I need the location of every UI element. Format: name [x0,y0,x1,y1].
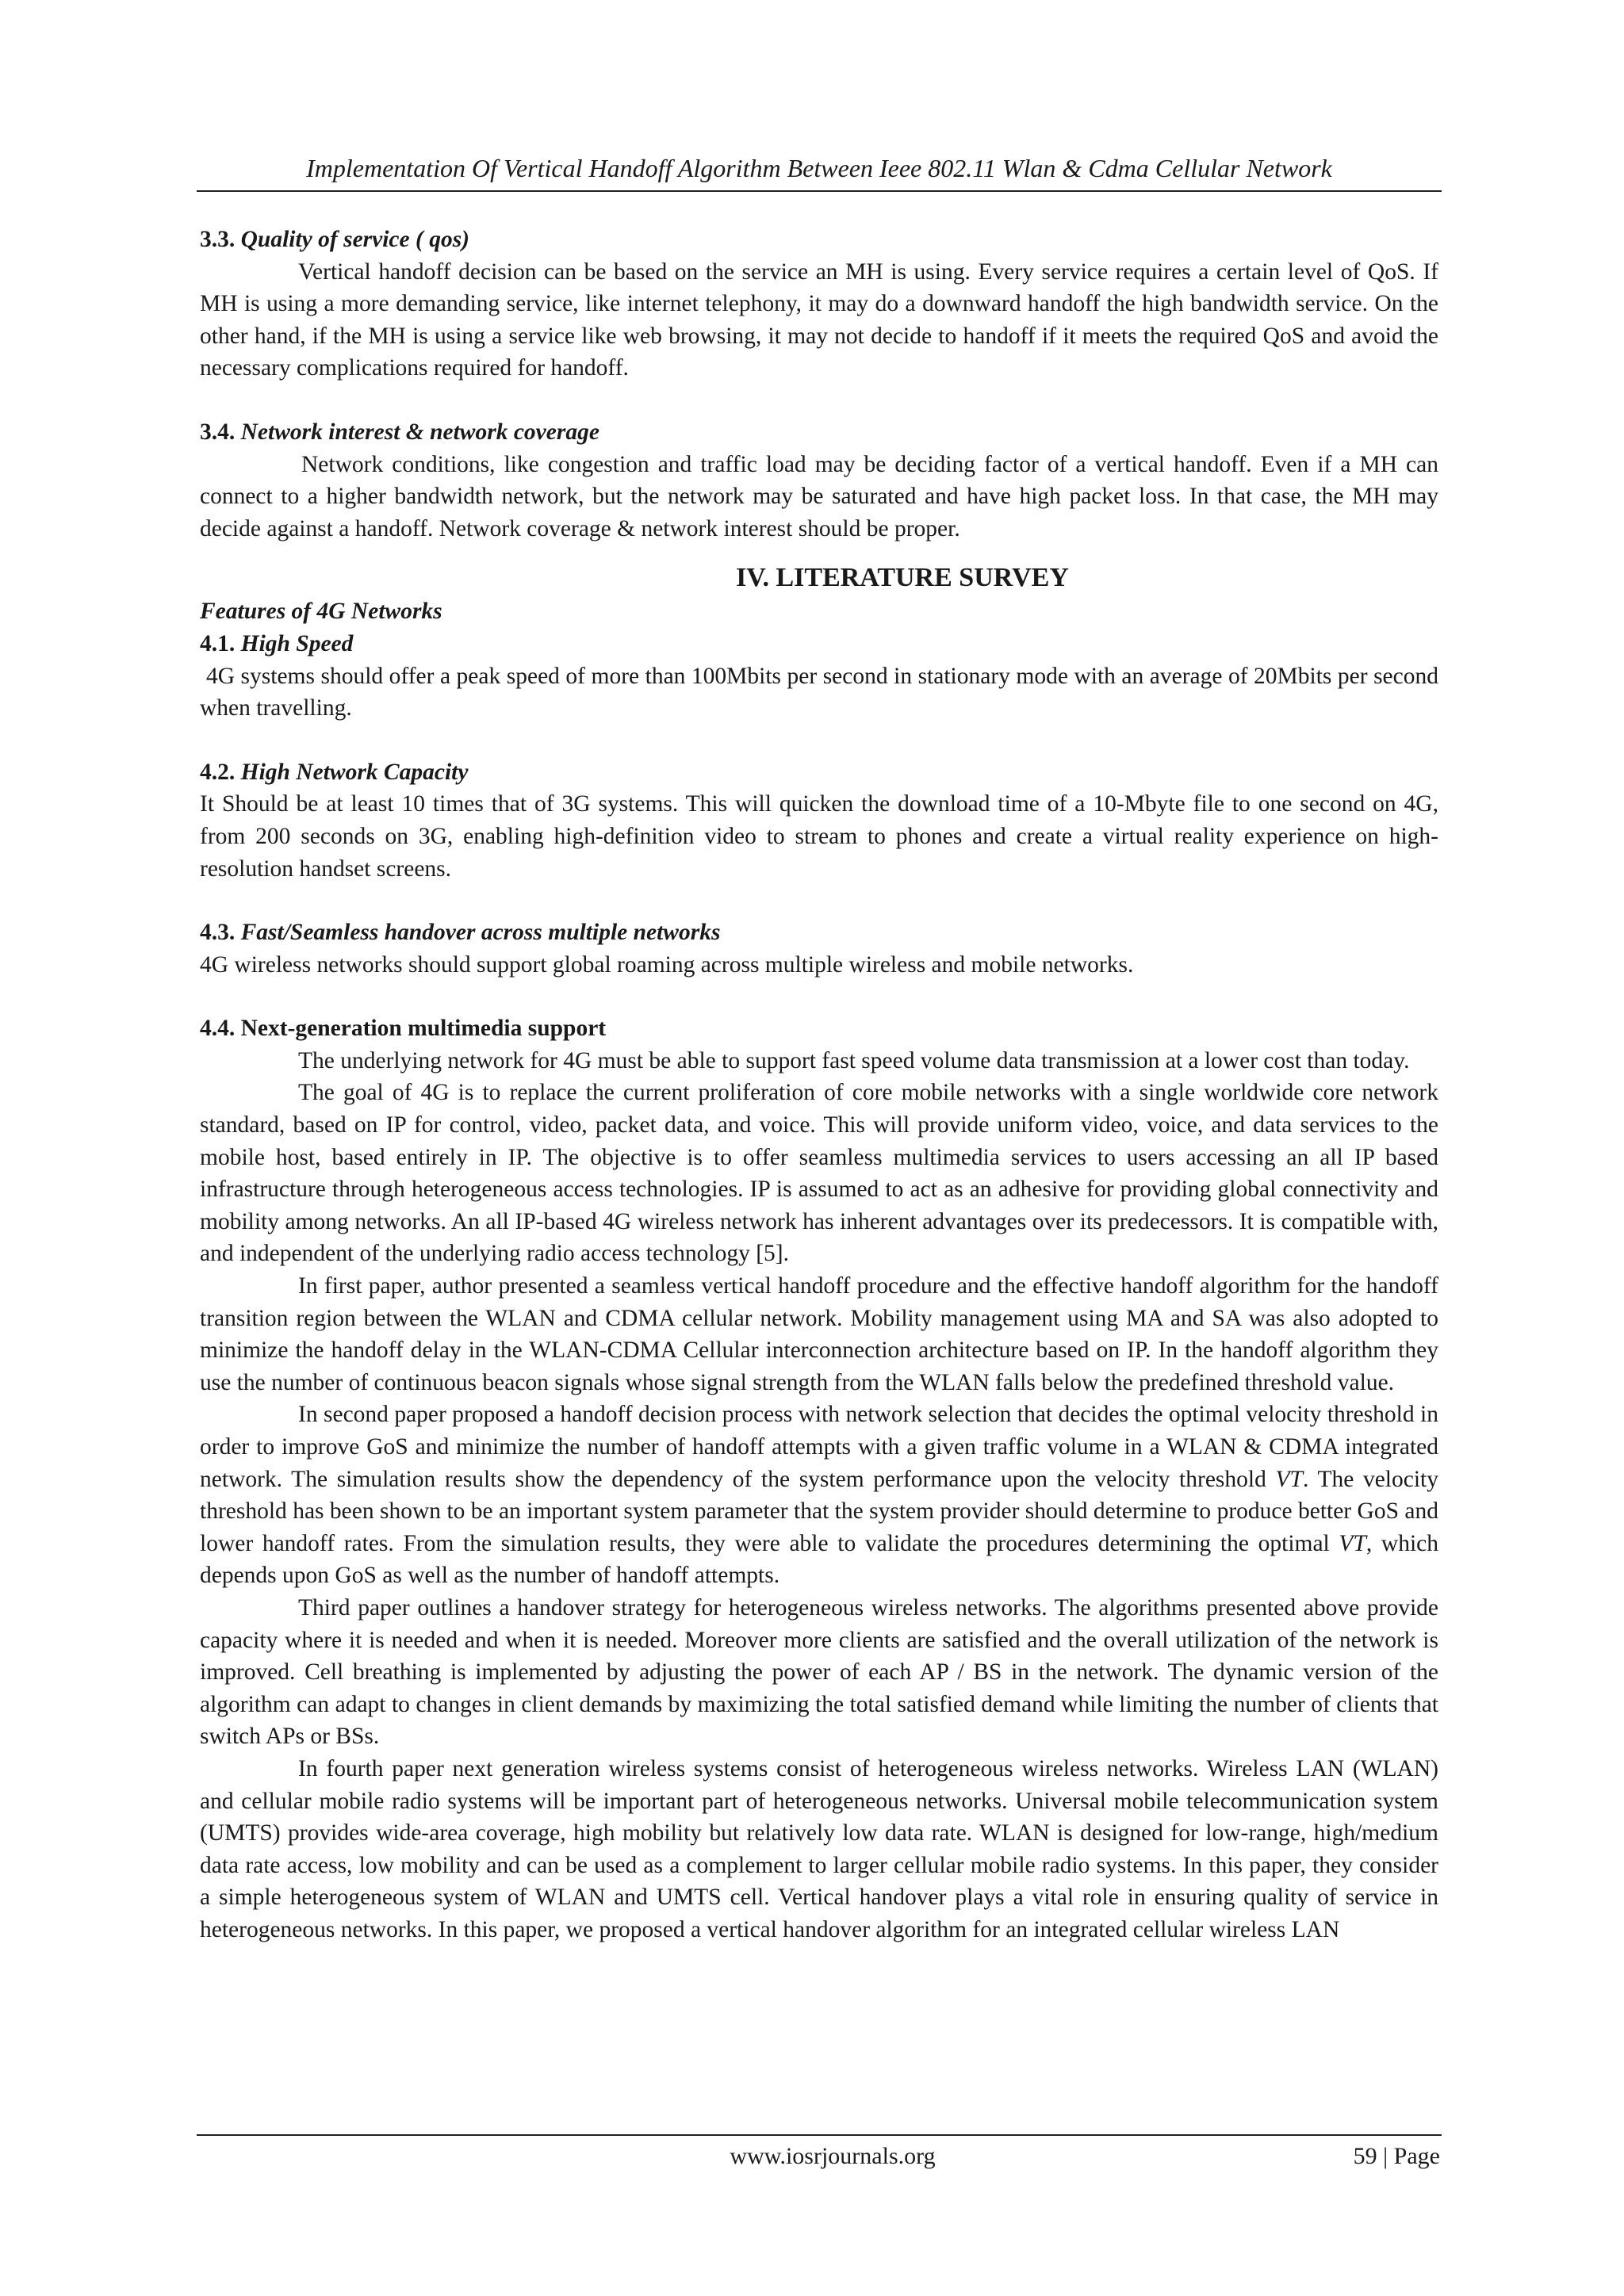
paragraph-4-4-5: Third paper outlines a handover strategy for heterogeneous wireless networks. The algorithms presented above provide capacity where it is needed and when it is needed. Moreover more clients are satisfied and the overall utilization of the network is improved. Cell breathing is implemented by adjusting the power of each AP / BS in the network. The dynamic version of the algorithm can adapt to changes in client demands by maximizing the total satisfied demand while limiting the number of clients that switch APs or BSs. [200,1594,1438,1750]
paragraph-4-4-1: The underlying network for 4G must be able to support fast speed volume data transmission at a lower cost than today. [298,1047,1410,1073]
paragraph-4-2: It Should be at least 10 times that of 3G systems. This will quicken the download time of a 10-Mbyte file to one second on 4G, from 200 seconds on 3G, enabling high-definition video to stream to phones and create a virtual reality experience on high-resolution handset screens. [200,791,1438,882]
section-heading-3-4: 3.4. Network interest & network coverage [200,419,599,445]
section-title-4-3: Fast/Seamless handover across multiple networks [240,920,721,946]
section-heading-4-4: 4.4. Next-generation multimedia support [200,1016,607,1042]
section-heading-4-1: 4.1. High Speed [200,630,354,656]
paragraph-4-4-6: In fourth paper next generation wireless systems consist of heterogeneous wireless networks. Wireless LAN (WLAN) and cellular mobile radio systems will be important part of heterogeneous networks. Universal mobile telecommunication system (UMTS) provides wide-area coverage, high mobility but relatively low data rate. WLAN is designed for low-range, high/medium data rate access, low mobility and can be used as a complement to larger cellular mobile radio systems. In this paper, they consider a simple heterogeneous system of WLAN and UMTS cell. Vertical handover plays a vital role in ensuring quality of service in heterogeneous networks. In this paper, we proposed a vertical handover algorithm for an integrated cellular wireless LAN [200,1755,1438,1942]
features-heading: Features of 4G Networks [200,599,442,625]
running-header: Implementation Of Vertical Handoff Algorithm Between Ieee 802.11 Wlan & Cdma Cellular Network [306,154,1332,182]
paragraph-4-4-4: In second paper proposed a handoff decision process with network selection that decides the optimal velocity threshold in order to improve GoS and minimize the number of handoff attempts with a given traffic volume in a WLAN & CDMA integrated network. The simulation results show the dependency of the system performance upon the velocity threshold VT. The velocity threshold has been shown to be an important system parameter that the system provider should determine to produce better GoS and lower handoff rates. From the simulation results, they were able to validate the procedures determining the optimal VT, which depends upon GoS as well as the number of handoff attempts. [200,1402,1438,1589]
section-title-4-1: High Speed [240,630,354,656]
velocity-threshold-symbol: VT [1339,1530,1366,1556]
paragraph-4-4-3: In first paper, author presented a seamless vertical handoff procedure and the effective handoff algorithm for the handoff transition region between the WLAN and CDMA cellular network. Mobility management using MA and SA was also adopted to minimize the handoff delay in the WLAN-CDMA Cellular interconnection architecture based on IP. In the handoff algorithm they use the number of continuous beacon signals whose signal strength from the WLAN falls below the predefined threshold value. [200,1273,1438,1395]
section-heading-4-3: 4.3. Fast/Seamless handover across multiple networks [200,920,721,946]
section-title-4-2: High Network Capacity [240,759,469,785]
paragraph-4-3: 4G wireless networks should support global roaming across multiple wireless and mobile networks. [200,951,1134,978]
section-heading-3-3: 3.3. Quality of service ( qos) [200,227,469,252]
paragraph-3-4: Network conditions, like congestion and traffic load may be deciding factor of a vertical handoff. Even if a MH can connect to a higher bandwidth network, but the network may be saturated and have high packet loss. In that case, the MH may decide against a handoff. Network coverage & network interest should be proper. [200,451,1438,541]
section-title-3-3: Quality of service ( qos) [240,227,469,252]
paragraph-3-3: Vertical handoff decision can be based on the service an MH is using. Every service requires a certain level of QoS. If MH is using a more demanding service, like internet telephony, it may do a downward handoff the high bandwidth service. On the other hand, if the MH is using a service like web browsing, it may not decide to handoff if it meets the required QoS and avoid the necessary complications required for handoff. [200,258,1438,381]
section-heading-4-2: 4.2. High Network Capacity [200,759,469,785]
section-title-literature-survey: IV. LITERATURE SURVEY [736,563,1069,593]
footer-rule [197,2134,1442,2136]
page-content [200,224,1438,1946]
paragraph-4-1: 4G systems should offer a peak speed of more than 100Mbits per second in stationary mode with an average of 20Mbits per second when travelling. [200,663,1438,721]
section-title-3-4: Network interest & network coverage [240,419,599,445]
velocity-threshold-symbol: VT [1275,1466,1303,1492]
footer-journal-url: www.iosrjournals.org [730,2143,936,2169]
paragraph-4-4-2: The goal of 4G is to replace the current proliferation of core mobile networks with a single worldwide core network standard, based on IP for control, video, packet data, and voice. This will provide uniform video, voice, and data services to the mobile host, based entirely in IP. The objective is to offer seamless multimedia services to users accessing an all IP based infrastructure through heterogeneous access technologies. IP is assumed to act as an adhesive for providing global connectivity and mobility among networks. An all IP-based 4G wireless network has inherent advantages over its predecessors. It is compatible with, and independent of the underlying radio access technology [5]. [200,1080,1438,1267]
footer-page-number: 59 | Page [1353,2143,1440,2169]
header-rule [197,190,1442,192]
